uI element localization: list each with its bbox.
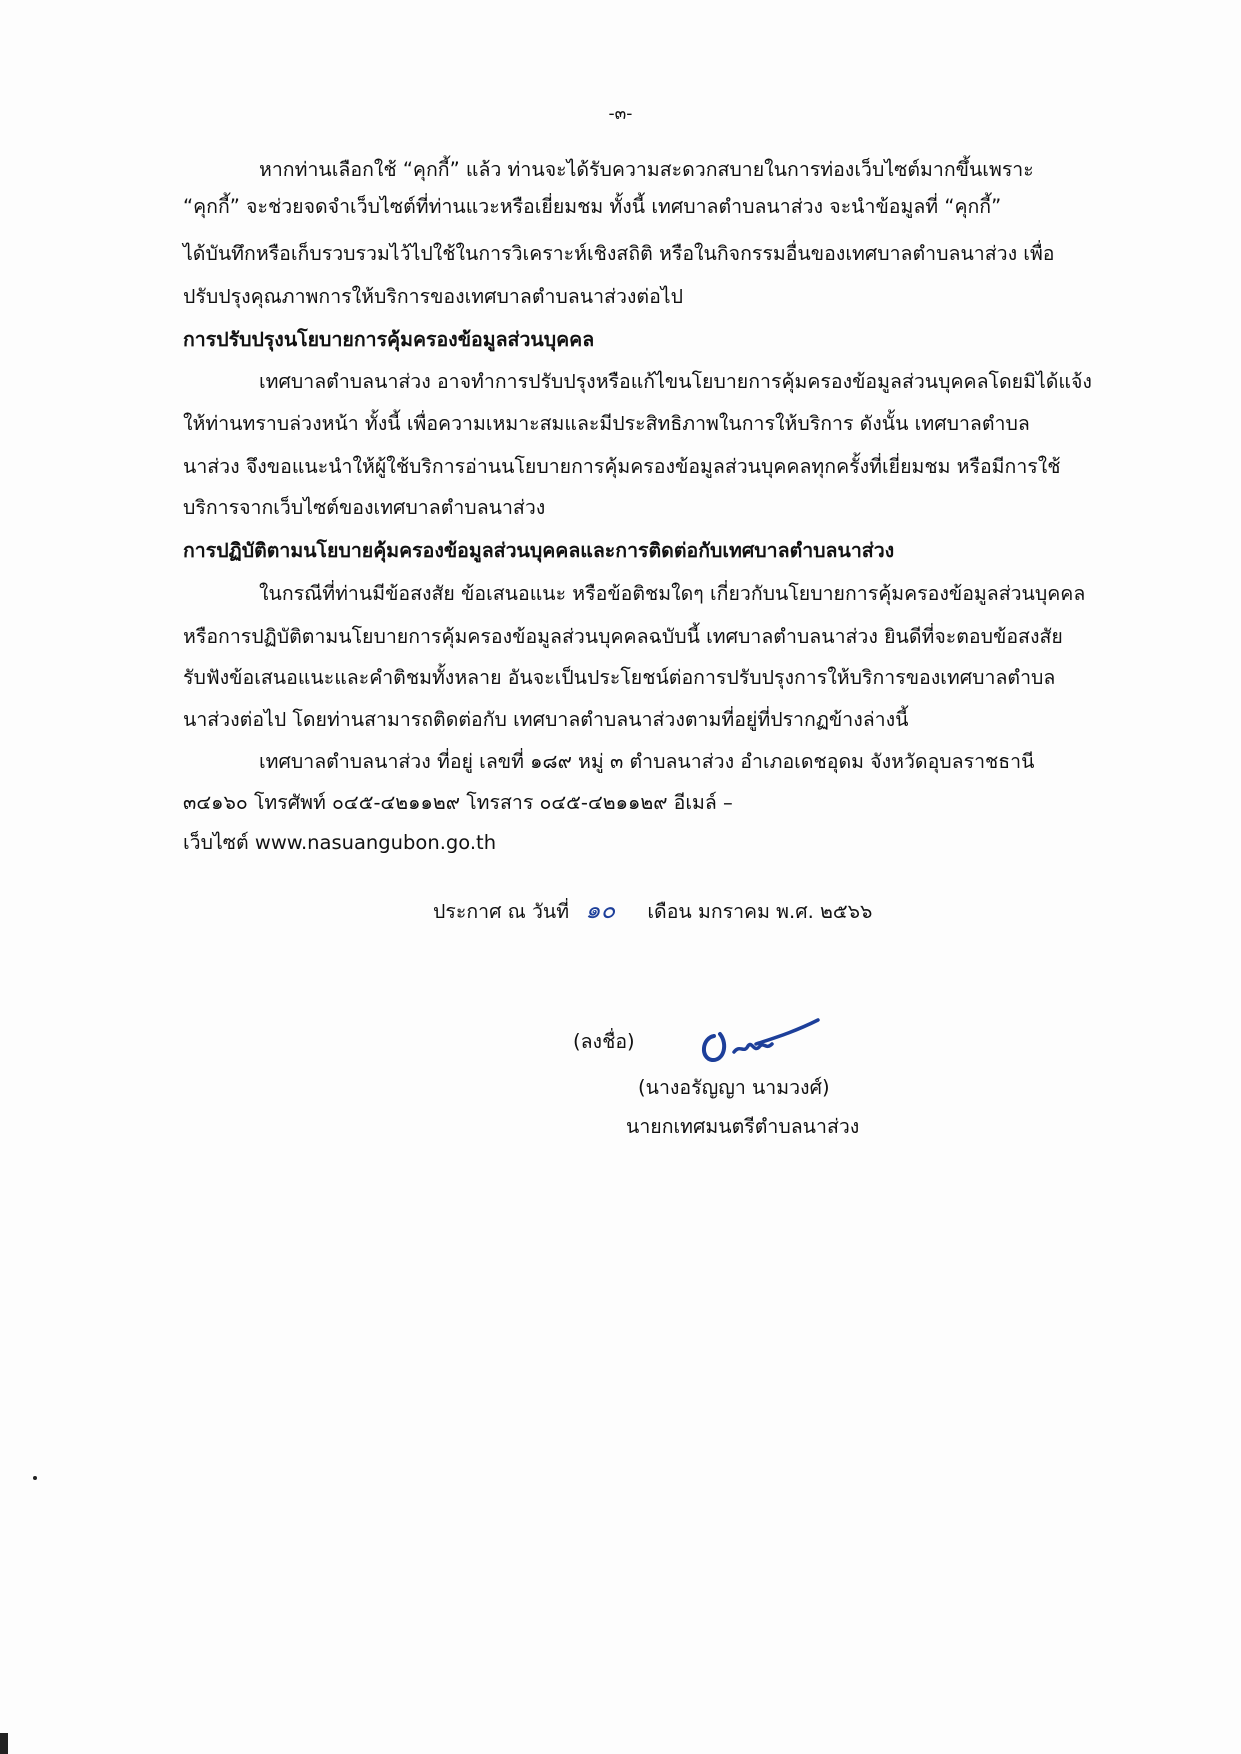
paragraph-line: ให้ท่านทราบล่วงหน้า ทั้งนี้ เพื่อความเหมาะสมและมีประสิทธิภาพในการให้บริการ ดังนั้น เทศบาลตำบล	[183, 412, 1030, 435]
address-line: ๓๔๑๖๐ โทรศัพท์ ๐๔๕-๔๒๑๑๒๙ โทรสาร ๐๔๕-๔๒๑๑๒๙ อีเมล์ –	[183, 791, 733, 814]
paragraph-line: ในกรณีที่ท่านมีข้อสงสัย ข้อเสนอแนะ หรือข้อติชมใดๆ เกี่ยวกับนโยบายการคุ้มครองข้อมูลส่วนบุคคล	[259, 582, 1086, 605]
sign-label: (ลงชื่อ)	[573, 1030, 635, 1053]
paragraph-line: หากท่านเลือกใช้ “คุกกี้” แล้ว ท่านจะได้รับความสะดวกสบายในการท่องเว็บไซต์มากขึ้นเพราะ	[259, 158, 1034, 181]
section-heading: การปรับปรุงนโยบายการคุ้มครองข้อมูลส่วนบุคคล	[183, 328, 595, 351]
paragraph-line: รับฟังข้อเสนอแนะและคำติชมทั้งหลาย อันจะเป็นประโยชน์ต่อการปรับปรุงการให้บริการของเทศบาลตำบล	[183, 666, 1056, 689]
scan-edge-mark	[0, 1733, 8, 1754]
section-heading: การปฏิบัติตามนโยบายคุ้มครองข้อมูลส่วนบุคคลและการติดต่อกับเทศบาลตำบลนาส่วง	[183, 539, 895, 562]
paragraph-line: หรือการปฏิบัติตามนโยบายการคุ้มครองข้อมูลส่วนบุคคลฉบับนี้ เทศบาลตำบลนาส่วง ยินดีที่จะตอบข้อสงสัย	[183, 625, 1063, 648]
paragraph-line: เทศบาลตำบลนาส่วง อาจทำการปรับปรุงหรือแก้ไขนโยบายการคุ้มครองข้อมูลส่วนบุคคลโดยมิได้แจ้ง	[259, 370, 1092, 393]
paragraph-line: ได้บันทึกหรือเก็บรวบรวมไว้ไปใช้ในการวิเคราะห์เชิงสถิติ หรือในกิจกรรมอื่นของเทศบาลตำบลนาส่วง เพื่อ	[183, 242, 1055, 265]
paragraph-line: ปรับปรุงคุณภาพการให้บริการของเทศบาลตำบลนาส่วงต่อไป	[183, 285, 683, 308]
address-line: เทศบาลตำบลนาส่วง ที่อยู่ เลขที่ ๑๘๙ หมู่ ๓ ตำบลนาส่วง อำเภอเดชอุดม จังหวัดอุบลราชธานี	[259, 750, 1035, 773]
paragraph-line: “คุกกี้” จะช่วยจดจำเว็บไซต์ที่ท่านแวะหรือเยี่ยมชม ทั้งนี้ เทศบาลตำบลนาส่วง จะนำข้อมูลที่ “คุกกี้”	[183, 195, 1002, 218]
paragraph-line: บริการจากเว็บไซต์ของเทศบาลตำบลนาส่วง	[183, 496, 546, 519]
announcement-prefix: ประกาศ ณ วันที่	[433, 900, 570, 923]
website-line: เว็บไซต์ www.nasuangubon.go.th	[183, 831, 497, 854]
paragraph-line: นาส่วงต่อไป โดยท่านสามารถติดต่อกับ เทศบาลตำบลนาส่วงตามที่อยู่ที่ปรากฏข้างล่างนี้	[183, 708, 909, 731]
page-number: -๓-	[608, 104, 633, 124]
handwritten-signature	[694, 1014, 824, 1070]
paragraph-line: นาส่วง จึงขอแนะนำให้ผู้ใช้บริการอ่านนโยบายการคุ้มครองข้อมูลส่วนบุคคลทุกครั้งที่เยี่ยมชม หรือมีการใช้	[183, 455, 1061, 478]
announcement-suffix: เดือน มกราคม พ.ศ. ๒๕๖๖	[647, 900, 873, 923]
handwritten-day: ๑๐	[585, 896, 616, 924]
announcement-date	[433, 896, 872, 926]
signatory-name: (นางอรัญญา นามวงศ์)	[638, 1076, 830, 1099]
scan-speck	[33, 1476, 37, 1480]
signatory-position: นายกเทศมนตรีตำบลนาส่วง	[626, 1115, 860, 1138]
